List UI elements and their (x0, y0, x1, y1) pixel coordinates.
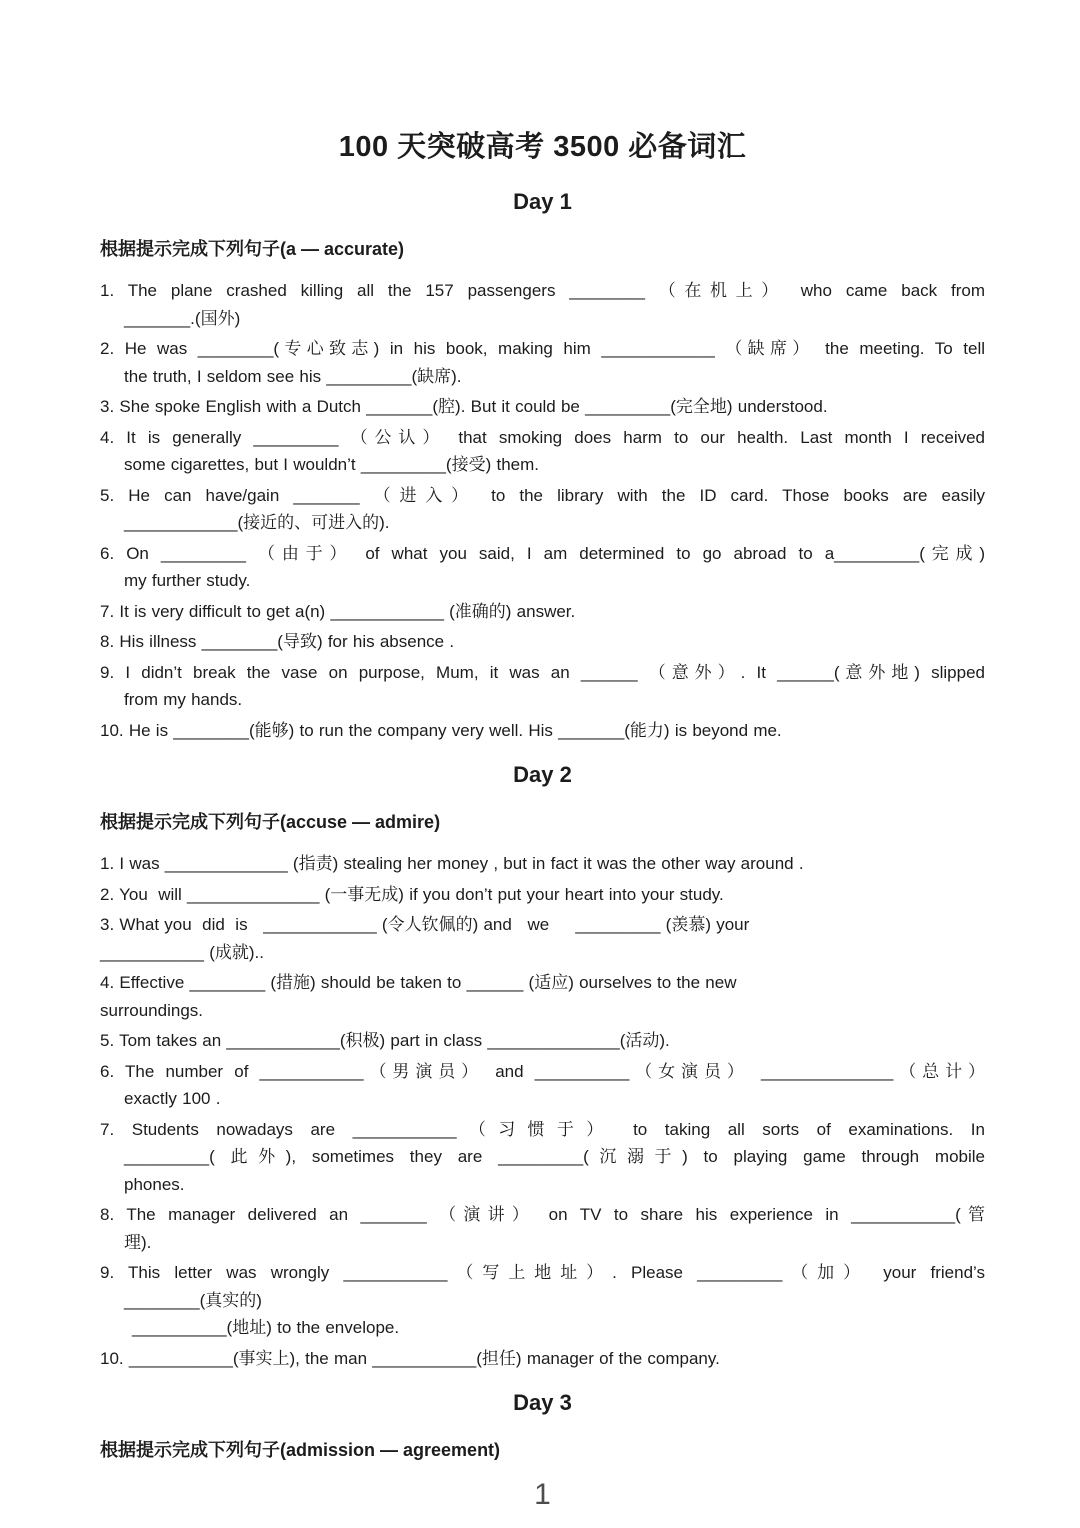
exercise-item (100, 881, 985, 909)
exercise-line: 1. The plane crashed killing all the 157 passengers ________ （在机上） who came back from (100, 281, 985, 300)
exercise-item (100, 598, 985, 626)
exercise-item (100, 1116, 985, 1199)
exercise-list (100, 850, 985, 1372)
section-instruction: 根据提示完成下列句子(a — accurate) (100, 239, 405, 259)
exercise-line: 6. On _________ （由于） of what you said, I am determined to go abroad to a_________(完成) (100, 543, 985, 563)
exercise-item (100, 1201, 985, 1256)
exercise-item (100, 335, 985, 390)
exercise-item (100, 969, 985, 1024)
section-instruction: 根据提示完成下列句子(admission — agreement) (100, 1440, 501, 1460)
section-instruction: 根据提示完成下列句子(accuse — admire) (100, 812, 441, 832)
exercise-item (100, 717, 985, 745)
day-heading: Day 3 (513, 1390, 572, 1415)
exercise-item (100, 659, 985, 714)
exercise-line: my further study. (124, 571, 251, 590)
exercise-line: surroundings. (100, 1000, 204, 1020)
exercise-line: 2. You will ______________ (一事无成) if you don’t put your heart into your study. (100, 884, 724, 904)
exercise-line: __________(地址) to the envelope. (132, 1318, 400, 1337)
exercise-line: 5. He can have/gain _______ （进入） to the library with the ID card. Those books are easily (100, 485, 985, 505)
exercise-item (100, 911, 985, 966)
exercise-line: 7. Students nowadays are ___________（习惯于） to taking all sorts of examinations. In (100, 1119, 985, 1139)
exercise-line: 4. It is generally _________ （公认） that smoking does harm to our health. Last month I received (100, 427, 985, 447)
exercise-line: 10. He is ________(能够) to run the company very well. His _______(能力) is beyond me. (100, 720, 782, 740)
exercise-list (100, 277, 985, 744)
exercise-item (100, 393, 985, 421)
exercise-line: exactly 100 . (124, 1089, 221, 1108)
exercise-item (100, 482, 985, 537)
worksheet-body (100, 187, 985, 1462)
exercise-line: _________( 此外), sometimes they are _________(沉溺于) to playing game through mobile (124, 1147, 985, 1166)
page-number: 1 (534, 1478, 551, 1511)
exercise-item (100, 1345, 985, 1373)
exercise-line: some cigarettes, but I wouldn’t _________(接受) them. (124, 455, 539, 474)
exercise-line: 8. His illness ________(导致) for his absence . (100, 632, 455, 651)
exercise-item (100, 1058, 985, 1113)
exercise-line: 10. ___________(事实上), the man ___________(担任) manager of the company. (100, 1348, 720, 1368)
exercise-line: 1. I was _____________ (指责) stealing her money , but in fact it was the other way around . (100, 854, 804, 873)
day-heading: Day 2 (513, 762, 572, 787)
exercise-line: 3. She spoke English with a Dutch _______(腔). But it could be _________(完全地) understood. (100, 397, 828, 416)
exercise-item (100, 424, 985, 479)
exercise-line: 理). (124, 1232, 152, 1252)
exercise-item (100, 277, 985, 332)
day-section (100, 1388, 985, 1462)
exercise-line: 5. Tom takes an ____________(积极) part in class ______________(活动). (100, 1031, 670, 1050)
exercise-line: from my hands. (124, 690, 243, 709)
exercise-line: _______.(国外) (124, 308, 241, 328)
exercise-item (100, 540, 985, 595)
exercise-item (100, 1259, 985, 1342)
exercise-line: 7. It is very difficult to get a(n) ____________ (准确的) answer. (100, 601, 576, 621)
exercise-line: 8. The manager delivered an _______ （演讲） on TV to share his experience in ___________(管 (100, 1205, 985, 1224)
exercise-line: 2. He was ________(专心致志) in his book, making him ____________ （缺席） the meeting. To tell (100, 339, 985, 358)
exercise-item (100, 850, 985, 878)
page-title: 100 天突破高考 3500 必备词汇 (338, 131, 747, 163)
exercise-line: phones. (124, 1174, 185, 1194)
exercise-item (100, 1027, 985, 1055)
exercise-line: 9. This letter was wrongly ___________（写上地址）. Please _________（加） your friend’s (100, 1263, 985, 1282)
exercise-line: 6. The number of ___________（男演员） and __________（女演员） ______________（总计） (100, 1061, 985, 1081)
exercise-line: ________(真实的) (124, 1290, 262, 1310)
exercise-item (100, 628, 985, 656)
exercise-line: 3. What you did is ____________ (令人钦佩的) and we _________ (羡慕) your (100, 915, 750, 934)
exercise-line: 9. I didn’t break the vase on purpose, Mum, it was an ______ （意外）. It ______(意外地) slipped (100, 662, 985, 682)
day-heading: Day 1 (513, 189, 572, 214)
exercise-line: 4. Effective ________ (措施) should be taken to ______ (适应) ourselves to the new (100, 973, 737, 992)
exercise-line: ___________ (成就).. (100, 942, 264, 962)
day-section (100, 760, 985, 1372)
exercise-line: the truth, I seldom see his _________(缺席). (124, 366, 462, 386)
day-section (100, 187, 985, 744)
exercise-line: ____________(接近的、可进入的). (124, 513, 390, 532)
